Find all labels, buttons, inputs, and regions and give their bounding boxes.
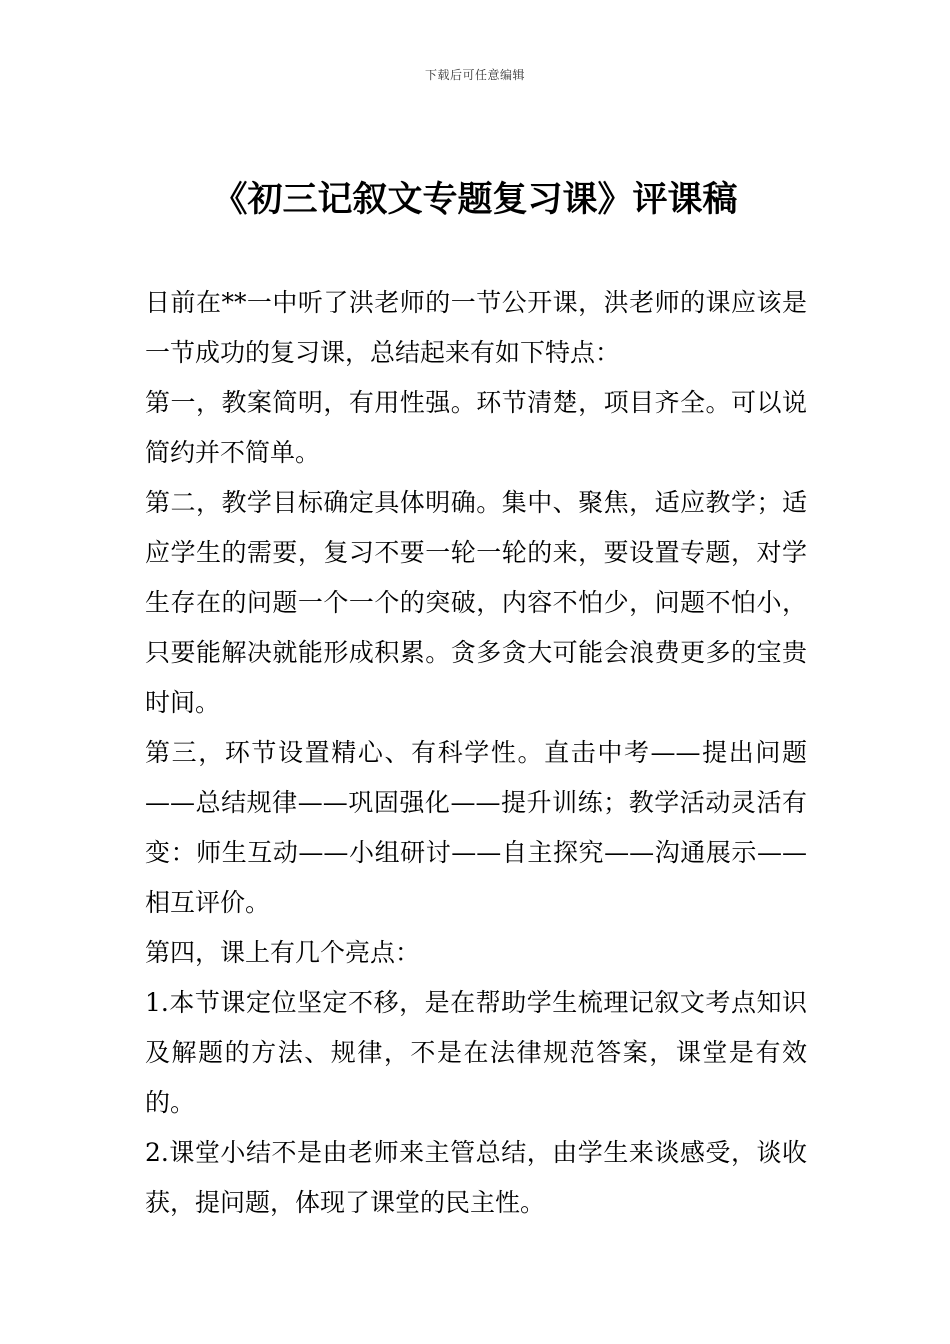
paragraph-intro: 日前在**一中听了洪老师的一节公开课，洪老师的课应该是一节成功的复习课，总结起来有如下特点：	[145, 288, 807, 367]
paragraph-point-3: 第三，环节设置精心、有科学性。直击中考——提出问题——总结规律——巩固强化——提升训练；教学活动灵活有变：师生互动——小组研讨——自主探究——沟通展示——相互评价。	[145, 738, 807, 917]
paragraph-highlight-2: 2.课堂小结不是由老师来主管总结，由学生来谈感受，谈收获，提问题，体现了课堂的民主性。	[145, 1138, 807, 1217]
paragraph-point-4: 第四，课上有几个亮点：	[145, 938, 421, 967]
paragraph-highlight-1: 1.本节课定位坚定不移，是在帮助学生梳理记叙文考点知识及解题的方法、规律，不是在法律规范答案，课堂是有效的。	[145, 988, 807, 1117]
header-note: 下载后可任意编辑	[424, 68, 525, 82]
document-title: 《初三记叙文专题复习课》评课稿	[212, 180, 738, 220]
paragraph-point-2: 第二，教学目标确定具体明确。集中、聚焦，适应教学；适应学生的需要，复习不要一轮一轮的来，要设置专题，对学生存在的问题一个一个的突破，内容不怕少，问题不怕小，只要能解决就能形成积累。贪多贪大可能会浪费更多的宝贵时间。	[145, 488, 807, 717]
paragraph-point-1: 第一，教案简明，有用性强。环节清楚，项目齐全。可以说简约并不简单。	[145, 388, 807, 467]
document-body	[145, 278, 807, 1228]
